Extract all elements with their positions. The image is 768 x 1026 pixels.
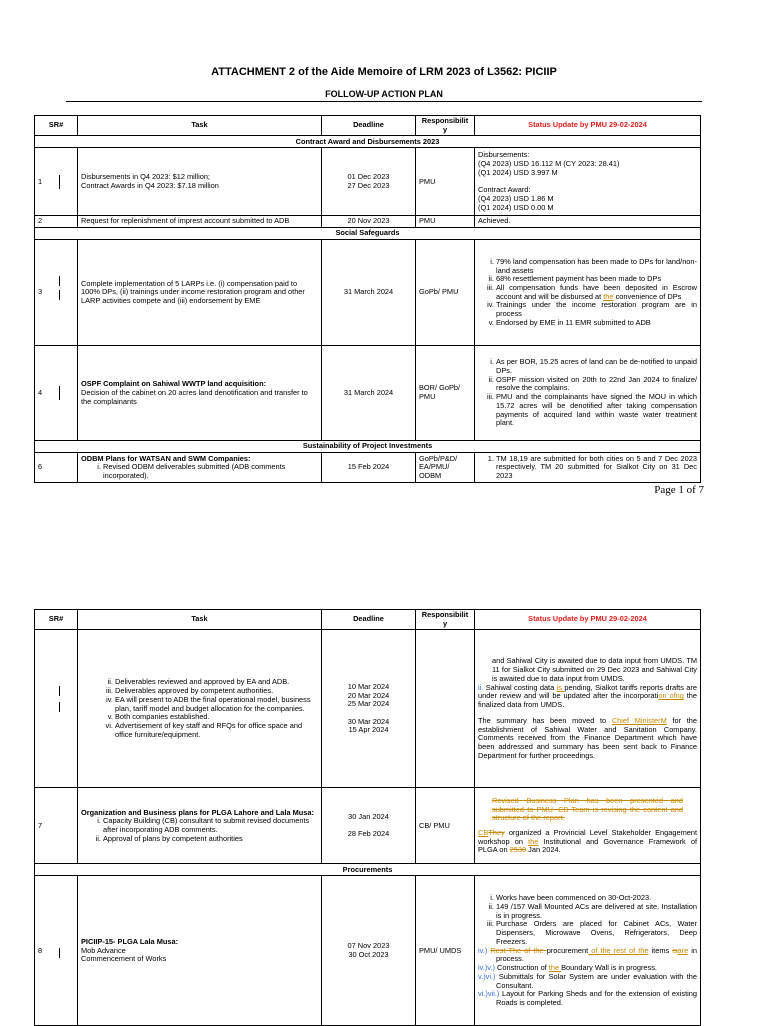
deadline-cell: 30 Jan 2024 28 Feb 2024 [322,788,416,864]
deadline-cell: 15 Feb 2024 [322,453,416,483]
table-row [35,876,701,1026]
table-row [35,630,701,788]
status-cell: Disbursements: (Q4 2023) USD 16.112 M (CY 2023: 28.41) (Q1 2024) USD 3.997 M Contract Award: (Q4 2023) USD 1.86 M (Q1 2024) USD 0.00 M [475,148,701,216]
responsibility-cell: PMU [416,216,475,228]
header-responsibility: Responsibilit y [416,116,475,136]
status-cell: i. Works have been commenced on 30-Oct-2023. ii. 149 /157 Wall Mounted ACs are delivered at site. Installation is in progress. iii. Purchase Orders are placed for Cabinet ACs, Water Dispensers, Microwave Ovens, Refrigerators, Deep Freezers. iv.) Rest The of the procurement of the rest of the items isare in process. iv.)v.) Construction of the Boundary Wall is in progress. v.)vi.) Submittals for Solar System are under evaluation with the Consultant. vi.)vii.) Layout for Parking Sheds and for the extension of existing Roads is completed. [475,876,701,1026]
deadline-cell: 31 March 2024 [322,240,416,346]
task-cell: OSPF Complaint on Sahiwal WWTP land acquisition: Decision of the cabinet on 20 acres land denotification and transfer to the complainants [78,346,322,441]
deadline-cell: 10 Mar 2024 20 Mar 2024 25 Mar 2024 30 Mar 2024 15 Apr 2024 [322,630,416,788]
responsibility-cell: CB/ PMU [416,788,475,864]
header-responsibility: Responsibilit y [416,610,475,630]
task-cell: Complete implementation of 5 LARPs i.e. (i) compensation paid to 100% DPs, (ii) trainings under income restoration program and other LARP activities compete and (iii) endorsement by EME [78,240,322,346]
title-rule [66,101,702,102]
table-row [35,216,701,228]
action-plan-table [34,115,701,483]
task-cell: ii. Deliverables reviewed and approved by EA and ADB. iii. Deliverables approved by competent authorities. iv. EA will present to ADB the final operational model, business plan, tariff model and budget allocation for the companies. v. Both companies established. vi. Advertisement of key staff and RFQs for office space and office furniture/equipment. [78,630,322,788]
sr-cell: 7 [35,788,78,864]
sr-cell [35,630,78,788]
header-deadline: Deadline [322,610,416,630]
table-row [35,788,701,864]
header-sr: SR# [35,116,78,136]
deadline-cell: 01 Dec 2023 27 Dec 2023 [322,148,416,216]
task-cell: Organization and Business plans for PLGA Lahore and Lala Musa: i. Capacity Building (CB) consultant to submit revised documents after incorporating ADB comments. ii. Approval of plans by competent authorities [78,788,322,864]
document-page-1 [0,0,768,510]
table-header-row [35,610,701,630]
responsibility-cell [416,630,475,788]
header-status: Status Update by PMU 29-02-2024 [475,116,701,136]
responsibility-cell: PMU/ UMDS [416,876,475,1026]
table-row [35,346,701,441]
deadline-cell: 20 Nov 2023 [322,216,416,228]
deadline-cell: 07 Nov 2023 30 Oct 2023 [322,876,416,1026]
sr-cell: 6 [35,453,78,483]
document-page-2 [0,575,768,1024]
sr-cell: 2 [35,216,78,228]
status-cell: 1. TM 18,19 are submitted for both cities on 5 and 7 Dec 2023 respectively. TM 20 submitted for Sialkot City on 31 Dec 2023 [475,453,701,483]
table-row [35,240,701,346]
section-sustainability: Sustainability of Project Investments [35,441,701,453]
header-status: Status Update by PMU 29-02-2024 [475,610,701,630]
task-cell: ODBM Plans for WATSAN and SWM Companies: i. Revised ODBM deliverables submitted (ADB comments incorporated). [78,453,322,483]
sr-cell: 3 [35,240,78,346]
responsibility-cell: GoPb/P&D/ EA/PMU/ ODBM [416,453,475,483]
responsibility-cell: BOR/ GoPb/ PMU [416,346,475,441]
header-task: Task [78,610,322,630]
table-row [35,148,701,216]
task-cell: Disbursements in Q4 2023: $12 million; Contract Awards in Q4 2023: $7.18 million [78,148,322,216]
header-sr: SR# [35,610,78,630]
header-task: Task [78,116,322,136]
deadline-cell: 31 March 2024 [322,346,416,441]
sr-cell: 4 [35,346,78,441]
table-row [35,453,701,483]
table-header-row [35,116,701,136]
document-title: ATTACHMENT 2 of the Aide Memoire of LRM 2023 of L3562: PICIIP [211,66,557,78]
status-cell: i. As per BOR, 15.25 acres of land can be de-notified to unpaid DPs. ii. OSPF mission visited on 20th to 22nd Jan 2024 to finalize/ resolve the complains. iii. PMU and the complainants have signed the MOU in which 15.72 acres will be denotified after taking compensation payments of acquired land within waste water treatment plant. [475,346,701,441]
status-cell: Revised Business Plan has been presented and submitted to PMU. CB Team is revising the content and structure of the report. CBThey organized a Provincial Level Stakeholder Engagement workshop on the Institutional and Governance Framework of PLGA on 2530 Jan 2024. [475,788,701,864]
section-procurements: Procurements [35,864,701,876]
status-cell: Achieved. [475,216,701,228]
responsibility-cell: GoPb/ PMU [416,240,475,346]
sr-cell: 8 [35,876,78,1026]
action-plan-table-continued [34,609,701,1026]
sr-cell: 1 [35,148,78,216]
document-subtitle: FOLLOW-UP ACTION PLAN [325,89,443,99]
header-deadline: Deadline [322,116,416,136]
status-cell: i. 79% land compensation has been made to DPs for land/non-land assets ii. 68% resettlement payment has been made to DPs iii. All compensation funds have been deposited in Escrow account and will be disbursed at the convenience of DPs iv. Trainings under the income restoration program are in process v. Endorsed by EME in 11 EMR submitted to ADB [475,240,701,346]
section-social-safeguards: Social Safeguards [35,228,701,240]
task-cell: PICIIP-15- PLGA Lala Musa: Mob Advance Commencement of Works [78,876,322,1026]
responsibility-cell: PMU [416,148,475,216]
section-contract-award: Contract Award and Disbursements 2023 [35,136,701,148]
page-gap [0,510,768,575]
task-cell: Request for replenishment of imprest account submitted to ADB [78,216,322,228]
status-cell: and Sahiwal City is awaited due to data input from UMDS. TM 11 for Sialkot City submitted on 29 Dec 2023 and Sahiwal City is awaited due to data input from UMDS. ii. Sahiwal costing data is pending, Sialkot tariffs reports drafts are under review and will be updated after the incorporation ofng the finalized data from UMDS. The summary has been moved to Chief MinisterM for the establishment of Sahiwal Water and Sanitation Company. Comments received from the Finance Department which have been addressed and summary has been sent back to Finance Department for further proceedings. [475,630,701,788]
page-number: Page 1 of 7 [654,484,704,496]
